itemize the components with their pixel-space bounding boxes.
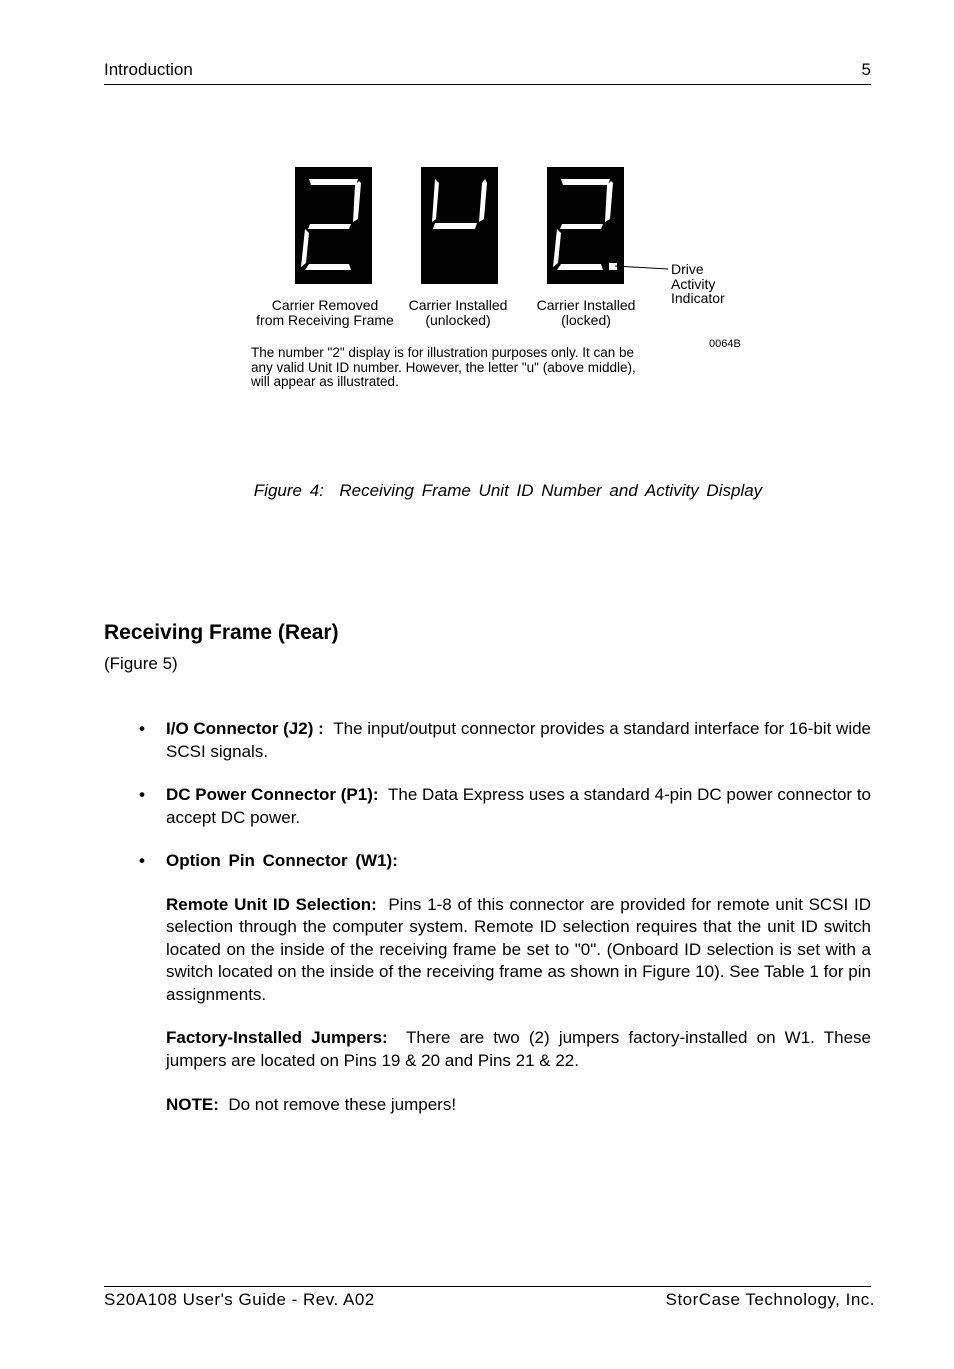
header-page-number: 5 bbox=[861, 60, 871, 79]
footer-company: StorCase Technology, Inc. bbox=[665, 1290, 875, 1309]
list-item-io-connector: • I/O Connector (J2) : The input/output connector provides a standard interface for 16-bit wide SCSI signals. bbox=[139, 719, 872, 761]
figure-code: 0064B bbox=[709, 338, 741, 350]
bullet-icon: • bbox=[139, 719, 145, 738]
drive-activity-indicator-label: Drive Activity Indicator bbox=[671, 261, 725, 306]
section-subtitle: (Figure 5) bbox=[104, 654, 178, 673]
figure-note: The number "2" display is for illustration purposes only. It can be any valid Unit ID number. However, the letter "u" (above middle), will appear as illustrated. bbox=[251, 345, 636, 389]
page-footer bbox=[104, 1286, 875, 1309]
bullet-icon: • bbox=[139, 785, 145, 804]
figure-4 bbox=[240, 160, 760, 400]
page-header bbox=[104, 58, 871, 85]
list-item-option-pin: • Option Pin Connector (W1): bbox=[166, 850, 871, 873]
section-title: Receiving Frame (Rear) bbox=[104, 621, 339, 644]
display-label-locked: Carrier Installed (locked) bbox=[536, 297, 636, 328]
remote-unit-id-paragraph: Remote Unit ID Selection: Pins 1-8 of this connector are provided for remote unit SCSI ID selection through the computer system. Remote ID selection requires that the unit ID switch located on the inside of the receiving frame be set to "0". (Onboard ID selection is set with a switch located on the inside of the receiving frame as shown in Figure 10). See Table 1 for pin assignments. bbox=[166, 894, 871, 1004]
header-section: Introduction bbox=[104, 60, 193, 79]
note-paragraph: NOTE: Do not remove these jumpers! bbox=[166, 1095, 457, 1114]
factory-jumpers-paragraph: Factory-Installed Jumpers: There are two (2) jumpers factory-installed on W1. These jumpers are located on Pins 19 & 20 and Pins 21 & 22. bbox=[166, 1028, 871, 1070]
display-label-unlocked: Carrier Installed (unlocked) bbox=[408, 297, 508, 328]
display-label-removed: Carrier Removed from Receiving Frame bbox=[256, 297, 394, 328]
footer-document-title: S20A108 User's Guide - Rev. A02 bbox=[104, 1290, 375, 1309]
bullet-icon: • bbox=[139, 851, 145, 870]
bullet-list bbox=[139, 718, 872, 1117]
caption-text: Receiving Frame Unit ID Number and Activity Display bbox=[339, 481, 763, 500]
list-item-dc-power: • DC Power Connector (P1): The Data Express uses a standard 4-pin DC power connector to accept DC power. bbox=[139, 785, 871, 827]
caption-prefix: Figure 4: bbox=[253, 481, 324, 500]
figure-caption bbox=[0, 481, 954, 501]
